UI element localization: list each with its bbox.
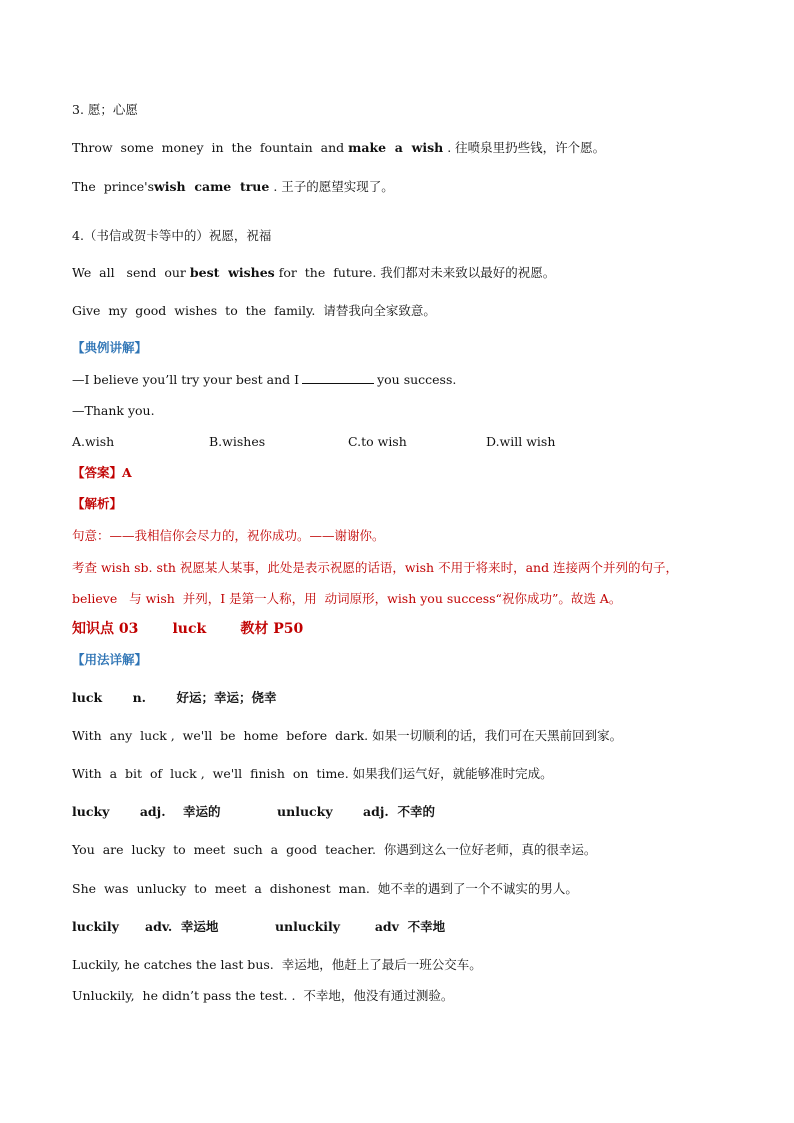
lucky-example-1: You are lucky to meet such a good teacher. 你遇到这么一位好老师，真的很幸运。: [72, 842, 597, 857]
example-tag: 【典例讲解】: [72, 340, 148, 355]
answer-label: 【答案】A: [72, 465, 132, 480]
analysis-meaning: 句意：——我相信你会尽力的，祝你成功。——谢谢你。: [72, 528, 385, 543]
option-d: D.will wish: [486, 434, 556, 449]
sense-4-example-2: Give my good wishes to the family. 请替我向全家致意。: [72, 303, 436, 318]
sense-3-example-1: Throw some money in the fountain and make a wish . 往喷泉里扔些钱，许个愿。: [72, 140, 606, 155]
example-question-1: —I believe you’ll try your best and I you success.: [72, 372, 457, 387]
knowledge-point-title: 知识点 03 luck 教材 P50: [72, 621, 304, 637]
sense-4-example-1: We all send our best wishes for the future. 我们都对未来致以最好的祝愿。: [72, 265, 556, 280]
analysis-explanation-2: believe 与 wish 并列，I 是第一人称，用 动词原形，wish you success“祝你成功”。故选 A。: [72, 591, 622, 606]
sense-3-example-2: The prince'swish came true . 王子的愿望实现了。: [72, 179, 394, 194]
answer-blank: [302, 372, 374, 384]
lucky-example-2: She was unlucky to meet a dishonest man. 她不幸的遇到了一个不诚实的男人。: [72, 881, 578, 896]
analysis-tag: 【解析】: [72, 496, 123, 511]
example-question-2: —Thank you.: [72, 403, 155, 418]
sense-4-heading: 4.（书信或贺卡等中的）祝愿，祝福: [72, 228, 272, 243]
option-c: C.to wish: [348, 434, 407, 449]
analysis-explanation-1: 考查 wish sb. sth 祝愿某人某事，此处是表示祝愿的话语，wish 不用于将来时，and 连接两个并列的句子，: [72, 560, 679, 575]
usage-tag: 【用法详解】: [72, 652, 148, 667]
lucky-definition: lucky adj. 幸运的 unlucky adj. 不幸的: [72, 804, 435, 819]
option-b: B.wishes: [209, 434, 266, 449]
luckily-example-2: Unluckily, he didn’t pass the test. . 不幸地，他没有通过测验。: [72, 988, 454, 1003]
sense-3-heading: 3. 愿；心愿: [72, 102, 138, 117]
luckily-example-1: Luckily, he catches the last bus. 幸运地，他赶上了最后一班公交车。: [72, 957, 482, 972]
luck-example-1: With any luck , we'll be home before dark. 如果一切顺利的话，我们可在天黑前回到家。: [72, 728, 623, 743]
luck-example-2: With a bit of luck , we'll finish on time. 如果我们运气好，就能够准时完成。: [72, 766, 553, 781]
option-a: A.wish: [72, 434, 115, 449]
luckily-definition: luckily adv. 幸运地 unluckily adv 不幸地: [72, 919, 446, 934]
luck-definition: luck n. 好运；幸运；侥幸: [72, 690, 277, 705]
